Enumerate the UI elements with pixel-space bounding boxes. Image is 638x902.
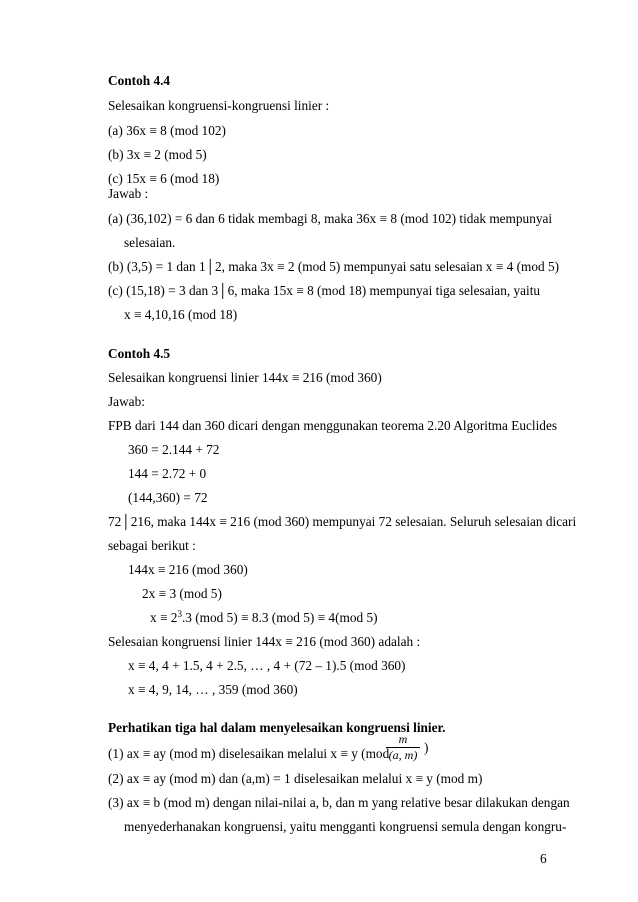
jawab-label: Jawab :: [108, 186, 149, 201]
page-number: 6: [540, 851, 547, 866]
problem-b: (b) 3x ≡ 2 (mod 5): [108, 147, 207, 162]
contoh-4-5-prompt: Selesaikan kongruensi linier 144x ≡ 216 (mod 360): [108, 370, 382, 385]
solution-count-line1: 72│216, maka 144x ≡ 216 (mod 360) mempunyai 72 selesaian. Seluruh selesaian dicari: [108, 514, 577, 529]
solution-set-line2: x ≡ 4, 9, 14, … , 359 (mod 360): [128, 682, 298, 697]
problem-c: (c) 15x ≡ 6 (mod 18): [108, 171, 220, 186]
note-1-text: (1) ax ≡ ay (mod m) diselesaikan melalui x ≡ y (mod: [108, 746, 390, 761]
answer-a-line1: (a) (36,102) = 6 dan 6 tidak membagi 8, maka 36x ≡ 8 (mod 102) tidak mempunyai: [108, 211, 553, 226]
problem-a: (a) 36x ≡ 8 (mod 102): [108, 123, 226, 138]
step-3: [150, 609, 378, 627]
note-3-line2: menyederhanakan kongruensi, yaitu mengganti kongruensi semula dengan kongru-: [124, 819, 567, 834]
gcd-result: (144,360) = 72: [128, 490, 208, 505]
solution-set-line1: x ≡ 4, 4 + 1.5, 4 + 2.5, … , 4 + (72 – 1).5 (mod 360): [128, 658, 406, 673]
contoh-4-4-heading: Contoh 4.4: [108, 73, 171, 88]
note-1-fraction-numerator: m: [398, 732, 408, 746]
solution-count-line2: sebagai berikut :: [108, 538, 196, 553]
answer-b: (b) (3,5) = 1 dan 1│2, maka 3x ≡ 2 (mod 5) mempunyai satu selesaian x ≡ 4 (mod 5): [108, 259, 560, 274]
step-3-exponent: 3: [177, 609, 182, 619]
note-3-line1: (3) ax ≡ b (mod m) dengan nilai-nilai a, b, dan m yang relative besar dilakukan dengan: [108, 795, 570, 810]
step-3-pre: x ≡ 2: [150, 610, 178, 625]
note-1-fraction-denominator: (a, m): [388, 748, 418, 762]
contoh-4-4-prompt: Selesaikan kongruensi-kongruensi linier :: [108, 98, 330, 113]
step-2: 2x ≡ 3 (mod 5): [142, 586, 222, 601]
solution-statement: Selesaian kongruensi linier 144x ≡ 216 (mod 360) adalah :: [108, 634, 421, 649]
notes-heading: Perhatikan tiga hal dalam menyelesaikan kongruensi linier.: [108, 720, 446, 735]
euclid-step-1: 360 = 2.144 + 72: [128, 442, 220, 457]
fpb-line: FPB dari 144 dan 360 dicari dengan menggunakan teorema 2.20 Algoritma Euclides: [108, 418, 558, 433]
note-2: (2) ax ≡ ay (mod m) dan (a,m) = 1 diselesaikan melalui x ≡ y (mod m): [108, 771, 483, 786]
euclid-step-2: 144 = 2.72 + 0: [128, 466, 207, 481]
contoh-4-5-heading: Contoh 4.5: [108, 346, 171, 361]
jawab-label-2: Jawab:: [108, 394, 145, 409]
answer-c-line1: (c) (15,18) = 3 dan 3│6, maka 15x ≡ 8 (mod 18) mempunyai tiga selesaian, yaitu: [108, 283, 541, 298]
note-1-close-paren: ): [424, 740, 429, 755]
step-1: 144x ≡ 216 (mod 360): [128, 562, 248, 577]
answer-a-line2: selesaian.: [124, 235, 176, 250]
step-3-post: .3 (mod 5) ≡ 8.3 (mod 5) ≡ 4(mod 5): [181, 610, 378, 625]
answer-c-line2: x ≡ 4,10,16 (mod 18): [124, 307, 238, 322]
